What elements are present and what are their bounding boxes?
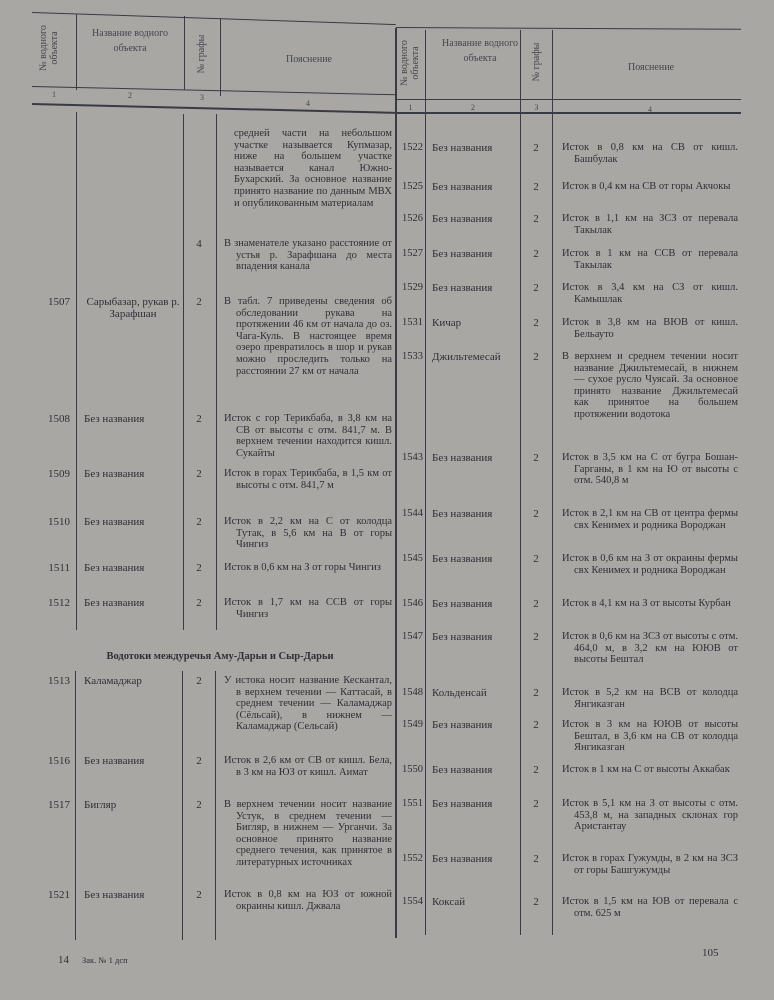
header-col4: Пояснение — [285, 54, 332, 65]
object-name: Джильтемесай — [432, 351, 501, 363]
object-number: 1516 — [48, 755, 70, 767]
object-number: 1521 — [48, 889, 70, 901]
object-name: Без названия — [84, 516, 145, 528]
object-number: 1552 — [402, 853, 423, 864]
print-order: Зак. № 1 дсп — [82, 955, 128, 965]
object-number: 1527 — [402, 248, 423, 259]
header-col3-right: № графы — [531, 42, 542, 82]
object-name: Каламаджар — [84, 675, 142, 687]
object-number: 1548 — [402, 687, 423, 698]
object-number: 1549 — [402, 719, 423, 730]
graph-number: 2 — [533, 282, 539, 294]
object-name: Без названия — [84, 562, 145, 574]
object-name: Без названия — [432, 142, 493, 154]
col-rule — [182, 671, 183, 940]
section-heading: Водотоки междуречья Аму-Дарьи и Сыр-Дарьи — [106, 651, 334, 662]
header-col2: Название водного объекта — [92, 28, 168, 54]
graph-number: 2 — [533, 687, 539, 699]
col-rule — [425, 30, 426, 935]
col-rule — [76, 14, 77, 90]
graph-number: 4 — [196, 238, 202, 250]
graph-number: 2 — [533, 508, 539, 520]
graph-number: 2 — [196, 675, 202, 687]
object-name: Без названия — [432, 248, 493, 260]
graph-number: 2 — [533, 317, 539, 329]
object-name: Без названия — [432, 798, 493, 810]
object-number: 1546 — [402, 598, 423, 609]
colnum-4: 4 — [306, 99, 310, 108]
right-page-number: 105 — [702, 947, 719, 959]
object-number: 1545 — [402, 553, 423, 564]
object-number: 1513 — [48, 675, 70, 687]
explanation: В табл. 7 приведены сведения об обследовании рукава на протяжении 46 км от начала до оз. Чага-Куль. В настоящее время озеро превратилось в шор и рукав можно проследить только на расстоянии 27 км от начала — [224, 296, 392, 377]
explanation: У истока носит название Кескантал, в верхнем течении — Каттасай, в среднем течении — Каламаджар (Сёльсай), в нижнем — Каламаджар (Сельсай) — [224, 675, 392, 733]
graph-number: 2 — [533, 553, 539, 565]
colnum-2: 2 — [128, 91, 132, 100]
explanation: Исток в 1,1 км на ЗСЗ от перевала Такылак — [562, 213, 738, 236]
object-number: 1533 — [402, 351, 423, 362]
colnum-2-right: 2 — [471, 103, 475, 112]
explanation: Исток в 4,1 км на З от высоты Курбан — [562, 598, 731, 609]
header-col2-right: Название водного объекта — [442, 38, 518, 64]
explanation: Исток в 2,2 км на С от колодца Тутак, в 5,6 км на В от горы Чингиз — [224, 516, 392, 551]
colnum-1: 1 — [52, 90, 56, 99]
object-name: Бигляр — [84, 799, 117, 811]
graph-number: 2 — [533, 248, 539, 260]
explanation: В знаменателе указано расстояние от устья р. Зарафшана до места впадения канала — [224, 238, 392, 273]
explanation: Исток в 0,6 км на З от окраины фермы свх Кенимех и родника Вороджан — [562, 553, 738, 576]
explanation: Исток с гор Терикбаба, в 3,8 км на СВ от высоты с отм. 841,7 м. В верхнем течении находится кишл. Сукайты — [224, 413, 392, 459]
object-number: 1508 — [48, 413, 70, 425]
graph-number: 2 — [196, 889, 202, 901]
col-rule — [215, 671, 216, 940]
object-number: 1531 — [402, 317, 423, 328]
object-name: Без названия — [432, 181, 493, 193]
explanation: Исток в 2,1 км на СВ от центра фермы свх Кенимех и родника Вороджан — [562, 508, 738, 531]
graph-number: 2 — [533, 142, 539, 154]
object-name: Без названия — [432, 598, 493, 610]
graph-number: 2 — [533, 719, 539, 731]
col-rule — [76, 112, 77, 630]
explanation: Исток в 0,4 км на СВ от горы Акчокы — [562, 181, 731, 192]
graph-number: 2 — [533, 598, 539, 610]
graph-number: 2 — [533, 213, 539, 225]
explanation: В верхнем течении носит название Устук, в среднем течении — Бигляр, в нижнем — Урганчи. За основное принято название среднего течения, как принятое в литературных источниках — [224, 799, 392, 868]
left-page-number: 14 — [58, 954, 69, 966]
object-number: 1525 — [402, 181, 423, 192]
object-number: 1510 — [48, 516, 70, 528]
col-rule — [552, 30, 553, 935]
object-number: 1529 — [402, 282, 423, 293]
graph-number: 2 — [533, 853, 539, 865]
explanation: Исток в 0,8 км на ЮЗ от южной окраины кишл. Джвала — [224, 889, 392, 912]
object-name: Без названия — [84, 755, 145, 767]
explanation: Исток в 0,6 км на З от горы Чингиз — [224, 562, 381, 573]
object-number: 1554 — [402, 896, 423, 907]
object-number: 1509 — [48, 468, 70, 480]
object-name: Коксай — [432, 896, 466, 908]
object-name: Без названия — [432, 452, 493, 464]
col-rule — [216, 114, 217, 630]
graph-number: 2 — [533, 896, 539, 908]
graph-number: 2 — [533, 764, 539, 776]
explanation: Исток в 3 км на ЮЮВ от высоты Бештал, в 3,6 км на СВ от колодца Янгиказган — [562, 719, 738, 754]
object-number: 1517 — [48, 799, 70, 811]
col-rule — [75, 671, 76, 940]
graph-number: 2 — [196, 296, 202, 308]
explanation: Исток в 0,6 км на ЗСЗ от высоты с отм. 464,0 м, в 3,2 км на ЮЮВ от высоты Бештал — [562, 631, 738, 666]
object-name: Сарыбазар, рукав р. Зарафшан — [86, 296, 180, 320]
object-name: Без названия — [84, 413, 145, 425]
explanation: Исток в 0,8 км на СВ от кишл. Башбулак — [562, 142, 738, 165]
explanation: В верхнем и среднем течении носит название Джильтемесай, в нижнем — сухое русло Чуясай. За основное принято название Джильтемесай как принятое на большем протяжении водотока — [562, 351, 738, 420]
object-name: Без названия — [84, 597, 145, 609]
explanation: Исток в 3,4 км на СЗ от кишл. Камышлак — [562, 282, 738, 305]
object-number: 1512 — [48, 597, 70, 609]
object-name: Без названия — [432, 764, 493, 776]
colnum-3-right: 3 — [534, 103, 539, 112]
header-top-rule-left — [32, 12, 396, 25]
object-name: Без названия — [84, 889, 145, 901]
object-number: 1526 — [402, 213, 423, 224]
header-col1-right: № водного объекта — [399, 40, 421, 86]
graph-number: 2 — [533, 631, 539, 643]
header-top-rule-right — [396, 27, 741, 30]
explanation: Исток в 1 км на С от высоты Аккабак — [562, 764, 730, 775]
graph-number: 2 — [196, 413, 202, 425]
object-number: 1551 — [402, 798, 423, 809]
object-name: Без названия — [432, 853, 493, 865]
explanation: Исток в горах Терикбаба, в 1,5 км от высоты с отм. 841,7 м — [224, 468, 392, 491]
object-name: Кичар — [432, 317, 462, 329]
graph-number: 2 — [196, 755, 202, 767]
col-rule — [220, 18, 221, 96]
graph-number: 2 — [533, 452, 539, 464]
object-number: 1522 — [402, 142, 423, 153]
explanation: Исток в 5,1 км на З от высоты с отм. 453,8 м, на западных склонах гор Аристантау — [562, 798, 738, 833]
object-name: Без названия — [84, 468, 145, 480]
header-col4-right: Пояснение — [627, 62, 674, 73]
graph-number: 2 — [533, 351, 539, 363]
col-rule — [520, 30, 521, 935]
header-num-rule-right — [396, 99, 741, 100]
object-name: Без названия — [432, 213, 493, 225]
object-name: Без названия — [432, 553, 493, 565]
graph-number: 2 — [196, 562, 202, 574]
object-number: 1543 — [402, 452, 423, 463]
graph-number: 2 — [533, 181, 539, 193]
graph-number: 2 — [533, 798, 539, 810]
header-col3: № графы — [196, 34, 207, 74]
object-number: 1544 — [402, 508, 423, 519]
graph-number: 2 — [196, 516, 202, 528]
explanation: Исток в горах Гужумды, в 2 км на ЗСЗ от горы Башгужумды — [562, 853, 738, 876]
explanation: Исток в 5,2 км на ВСВ от колодца Янгиказган — [562, 687, 738, 710]
graph-number: 2 — [196, 597, 202, 609]
colnum-4-right: 4 — [648, 105, 652, 114]
col-rule — [183, 114, 184, 630]
colnum-1-right: 1 — [408, 103, 413, 112]
object-number: 1547 — [402, 631, 423, 642]
object-name: Без названия — [432, 508, 493, 520]
explanation: Исток в 3,8 км на ВЮВ от кишл. Бельауто — [562, 317, 738, 340]
explanation: Исток в 1 км на ССВ от перевала Такылак — [562, 248, 738, 271]
header-col1: № водного объекта — [38, 25, 60, 71]
object-name: Без названия — [432, 631, 493, 643]
explanation: Исток в 2,6 км от СВ от кишл. Бела, в 3 км на ЮЗ от кишл. Аимат — [224, 755, 392, 778]
object-number: 1511 — [48, 562, 70, 574]
object-name: Без названия — [432, 719, 493, 731]
object-number: 1507 — [48, 296, 70, 308]
explanation: Исток в 1,5 км на ЮВ от перевала с отм. 625 м — [562, 896, 738, 919]
object-name: Кольденсай — [432, 687, 487, 699]
graph-number: 2 — [196, 468, 202, 480]
explanation-continuation: средней части на небольшом участке называется Купмазар, ниже на большем участке называется канал Южно-Бухарский. За основное название принято название по данным МВХ и опубликованным материалам — [234, 128, 392, 209]
object-number: 1550 — [402, 764, 423, 775]
col-rule — [184, 16, 185, 90]
explanation: Исток в 3,5 км на С от бугра Бошан-Гарганы, в 1 км на Ю от высоты с отм. 540,8 м — [562, 452, 738, 487]
graph-number: 2 — [196, 799, 202, 811]
colnum-3: 3 — [200, 93, 204, 102]
explanation: Исток в 1,7 км на ССВ от горы Чингиз — [224, 597, 392, 620]
object-name: Без названия — [432, 282, 493, 294]
